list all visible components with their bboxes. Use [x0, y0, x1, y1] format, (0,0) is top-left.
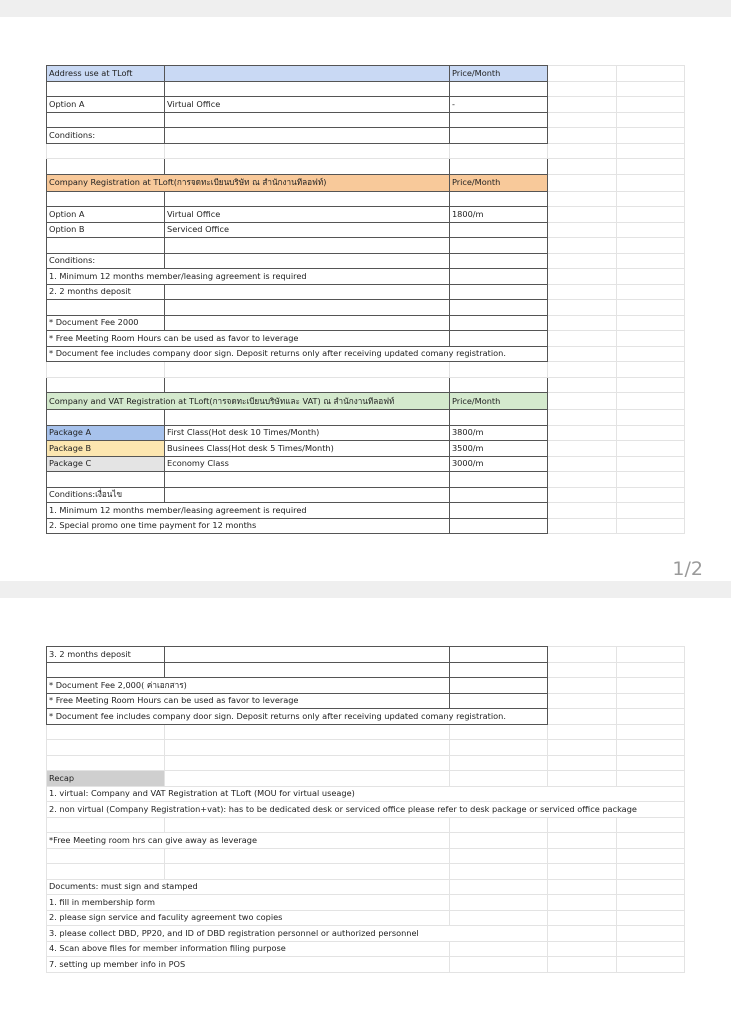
- package-a-name: Package A: [47, 425, 165, 441]
- documents-item: 1. fill in membership form: [47, 895, 450, 911]
- package-c-desc: Economy Class: [165, 456, 450, 472]
- page2-condition-3: 3. 2 months deposit: [47, 647, 165, 663]
- address-conditions: Conditions:: [47, 128, 165, 144]
- recap-item-1: 1. virtual: Company and VAT Registration at TLoft (MOU for virtual useage): [47, 786, 685, 802]
- documents-item: 2. please sign service and faculity agreement two copies: [47, 910, 450, 926]
- company-reg-option-a-label: Option A: [47, 207, 165, 223]
- vat-reg-price-header: Price/Month: [449, 393, 547, 410]
- address-option-a-label: Option A: [47, 97, 165, 113]
- documents-item: 4. Scan above files for member information filing purpose: [47, 941, 450, 957]
- package-b-desc: Businees Class(Hot desk 5 Times/Month): [165, 441, 450, 457]
- recap-note: *Free Meeting room hrs can give away as leverage: [47, 833, 450, 849]
- vat-reg-condition-1: 1. Minimum 12 months member/leasing agreement is required: [47, 503, 450, 519]
- recap-title: Recap: [47, 771, 165, 787]
- package-c-name: Package C: [47, 456, 165, 472]
- address-price-header: Price/Month: [449, 66, 547, 82]
- spreadsheet-grid-page-2: [46, 646, 685, 973]
- company-reg-note-2: * Free Meeting Room Hours can be used as favor to leverage: [47, 331, 450, 347]
- package-c-price: 3000/m: [449, 456, 547, 472]
- address-option-a-price: -: [449, 97, 547, 113]
- address-option-a-desc: Virtual Office: [165, 97, 450, 113]
- package-a-price: 3800/m: [449, 425, 547, 441]
- vat-reg-section-title: Company and VAT Registration at TLoft(การจดทะเบียนบริษัทและ VAT) ณ สำนักงานทีลอฟท์: [47, 393, 450, 410]
- company-reg-section-title: Company Registration at TLoft(การจดทะเบียนบริษัท ณ สำนักงานทีลอฟท์): [47, 174, 450, 191]
- vat-reg-condition-2: 2. Special promo one time payment for 12 months: [47, 518, 450, 534]
- document-page-1: [0, 17, 731, 581]
- company-reg-note-3: * Document fee includes company door sign. Deposit returns only after receiving updated comany registration.: [47, 346, 548, 362]
- page2-note-1: * Document Fee 2,000( ค่าเอกสาร): [47, 678, 450, 694]
- vat-reg-conditions: Conditions:เงื่อนไข: [47, 487, 165, 503]
- recap-item-2: 2. non virtual (Company Registration+vat): has to be dedicated desk or serviced office please refer to desk package or serviced office package: [47, 802, 685, 818]
- company-reg-option-b-desc: Serviced Office: [165, 222, 450, 238]
- spreadsheet-grid-page-1: [46, 65, 685, 534]
- page-number: 1/2: [672, 558, 703, 580]
- page2-note-3: * Document fee includes company door sign. Deposit returns only after receiving updated comany registration.: [47, 709, 548, 725]
- documents-title: Documents: must sign and stamped: [47, 879, 450, 895]
- company-reg-condition-1: 1. Minimum 12 months member/leasing agreement is required: [47, 269, 450, 285]
- package-b-price: 3500/m: [449, 441, 547, 457]
- company-reg-option-a-desc: Virtual Office: [165, 207, 450, 223]
- package-b-name: Package B: [47, 441, 165, 457]
- address-section-title: Address use at TLoft: [47, 66, 165, 82]
- document-page-2: [0, 598, 731, 1024]
- company-reg-price-header: Price/Month: [449, 174, 547, 191]
- page2-note-2: * Free Meeting Room Hours can be used as favor to leverage: [47, 693, 450, 709]
- documents-item: 7. setting up member info in POS: [47, 957, 450, 973]
- company-reg-condition-2: 2. 2 months deposit: [47, 284, 165, 300]
- company-reg-option-b-label: Option B: [47, 222, 165, 238]
- company-reg-option-a-price: 1800/m: [449, 207, 547, 223]
- documents-item: 3. please collect DBD, PP20, and ID of DBD registration personnel or authorized personnel: [47, 926, 548, 942]
- package-a-desc: First Class(Hot desk 10 Times/Month): [165, 425, 450, 441]
- company-reg-note-1: * Document Fee 2000: [47, 315, 165, 331]
- company-reg-conditions: Conditions:: [47, 253, 165, 269]
